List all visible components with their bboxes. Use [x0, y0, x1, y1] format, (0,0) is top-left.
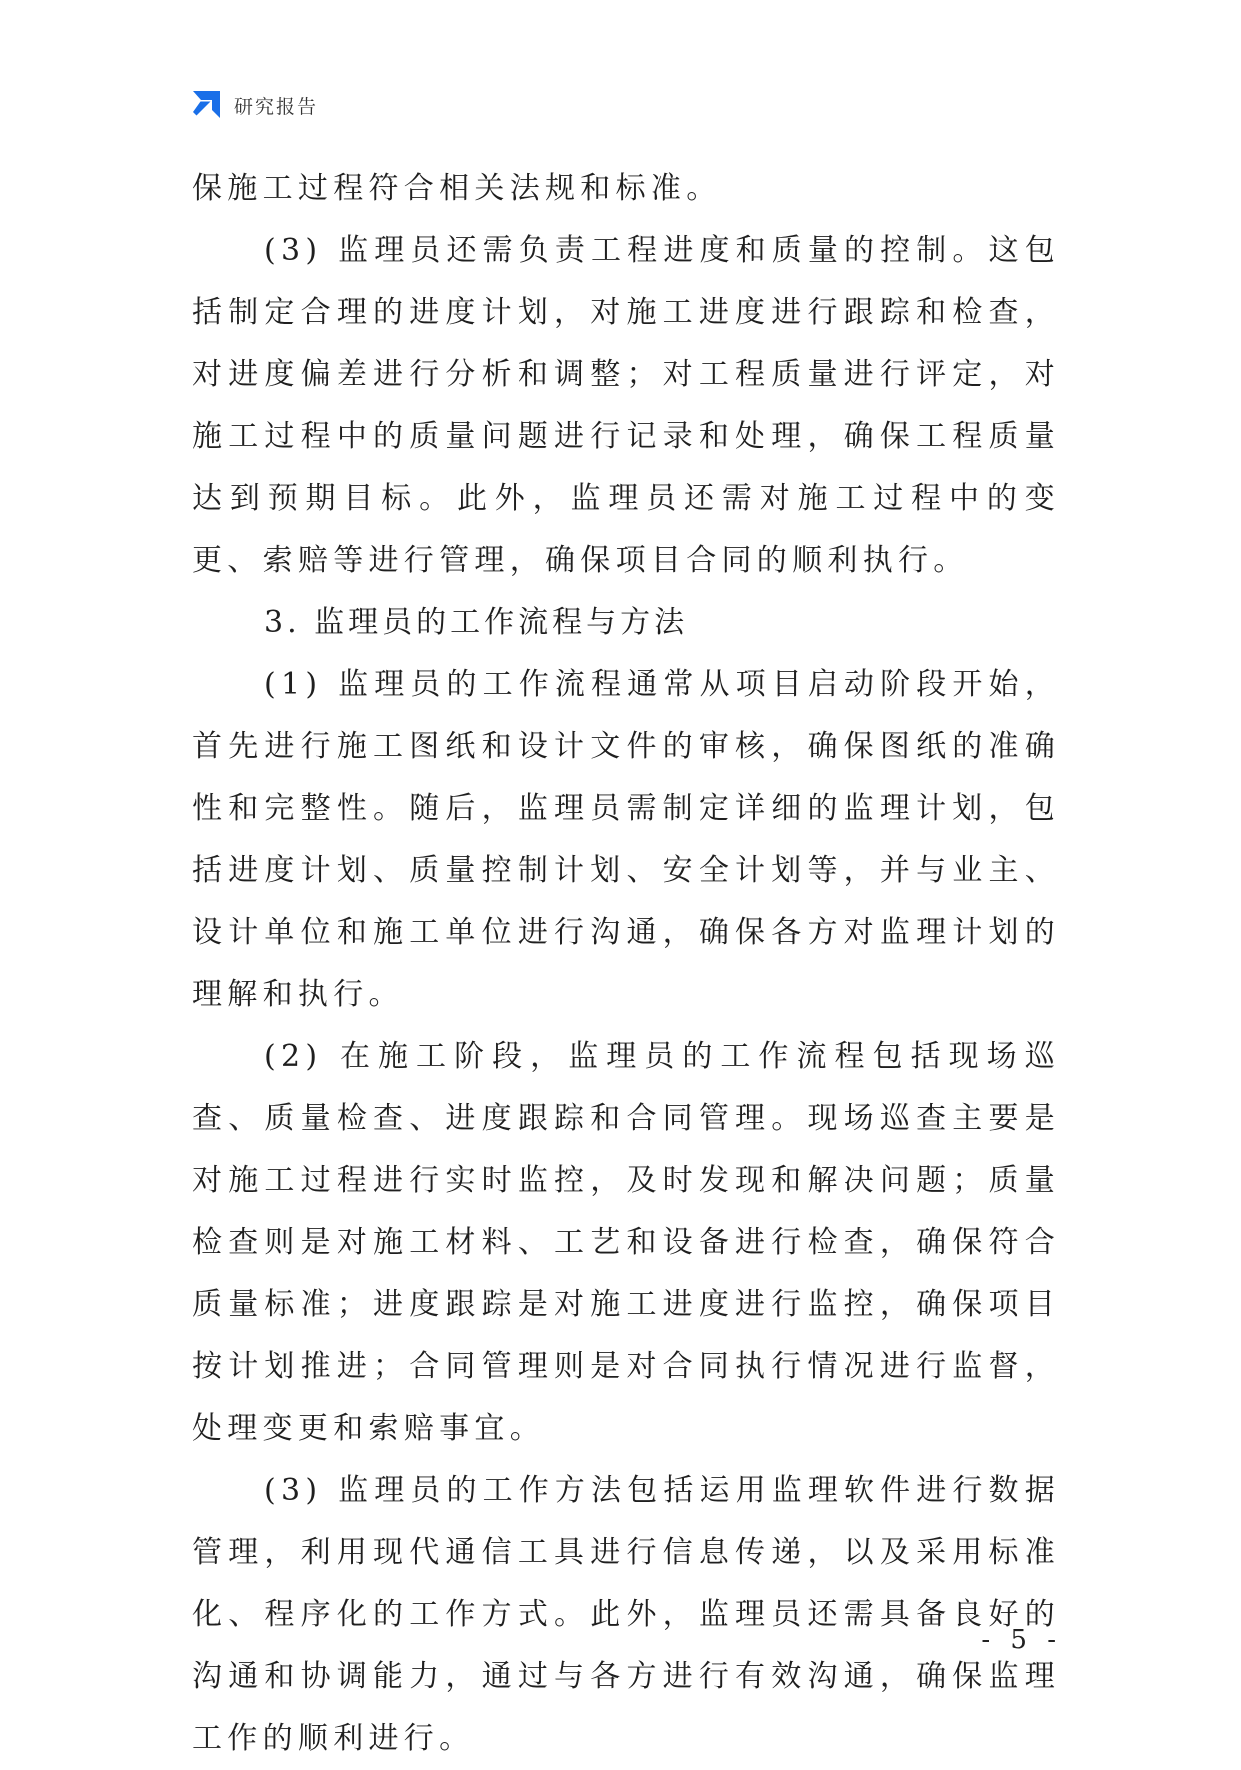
- report-header: [190, 88, 318, 122]
- page-number: - 5 -: [981, 1625, 1062, 1655]
- paragraph-workflow-1: (1) 监理员的工作流程通常从项目启动阶段开始，首先进行施工图纸和设计文件的审核，确保图纸的准确性和完整性。随后，监理员需制定详细的监理计划，包括进度计划、质量控制计划、安全计划等，并与业主、设计单位和施工单位进行沟通，确保各方对监理计划的理解和执行。: [192, 667, 1060, 1012]
- header-title: 研究报告: [234, 95, 319, 118]
- paragraph-item-3-duties: (3) 监理员还需负责工程进度和质量的控制。这包括制定合理的进度计划，对施工进度进行跟踪和检查，对进度偏差进行分析和调整；对工程质量进行评定，对施工过程中的质量问题进行记录和处理，确保工程质量达到预期目标。此外，监理员还需对施工过程中的变更、索赔等进行管理，确保项目合同的顺利执行。: [192, 233, 1060, 578]
- document-body: [192, 158, 1060, 1770]
- paragraph-workflow-2: (2) 在施工阶段，监理员的工作流程包括现场巡查、质量检查、进度跟踪和合同管理。现场巡查主要是对施工过程进行实时监控，及时发现和解决问题；质量检查则是对施工材料、工艺和设备进行检查，确保符合质量标准；进度跟踪是对施工进度进行监控，确保项目按计划推进；合同管理则是对合同执行情况进行监督，处理变更和索赔事宜。: [192, 1039, 1060, 1446]
- arrow-up-right-icon: [190, 89, 222, 121]
- section-heading: 3. 监理员的工作流程与方法: [264, 605, 689, 640]
- paragraph-continuation: 保施工过程符合相关法规和标准。: [192, 171, 722, 206]
- paragraph-workflow-3: (3) 监理员的工作方法包括运用监理软件进行数据管理，利用现代通信工具进行信息传递，以及采用标准化、程序化的工作方式。此外，监理员还需具备良好的沟通和协调能力，通过与各方进行有效沟通，确保监理工作的顺利进行。: [192, 1473, 1060, 1756]
